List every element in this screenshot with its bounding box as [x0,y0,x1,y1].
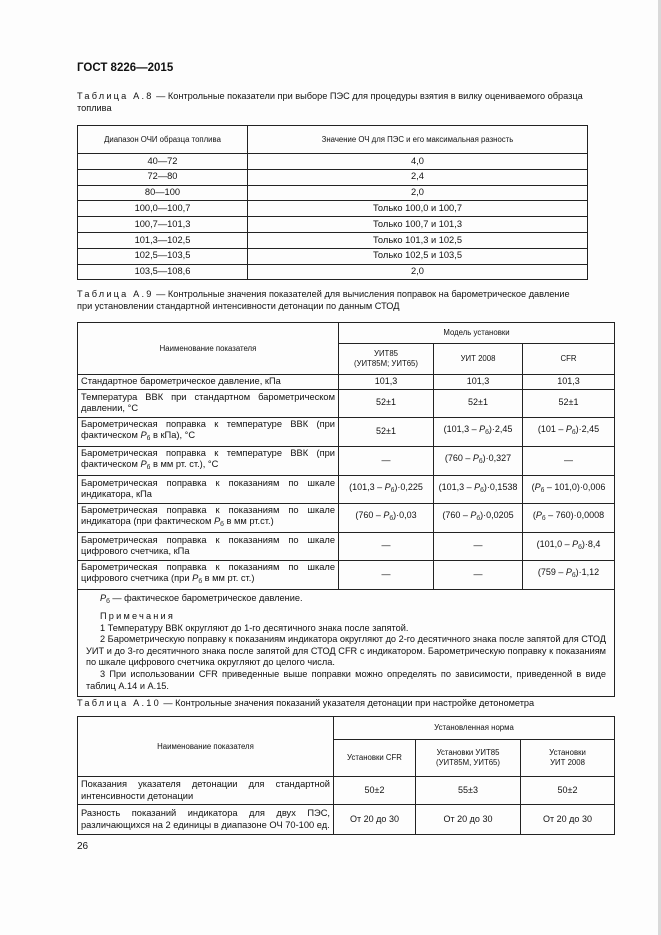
row-label [78,503,339,532]
label-text: в мм рт. ст.) [202,573,255,583]
value-cell [523,475,615,503]
formula-part: (101,3 – [443,424,480,435]
formula-part: )·1,12 [575,567,600,578]
pb-subscript: б [485,429,489,437]
table-a9 [77,322,615,697]
range-cell: 101,3—102,5 [78,232,248,248]
table-header-row [78,126,588,154]
formula-part: )·8,4 [581,538,601,549]
value-cell: 50±2 [521,777,615,805]
formula-part: )·2,45 [488,424,513,435]
table-a10 [77,716,615,835]
pb-subscript: б [571,429,576,437]
table-notes [78,589,615,697]
formula-part: )·0,225 [394,481,423,492]
table-row [78,389,615,417]
range-cell: 102,5—103,5 [78,248,248,264]
pb-symbol: P [140,459,147,469]
formula-part: )·0,0205 [480,510,514,521]
table-row [78,560,615,589]
pb-symbol: P [100,592,107,603]
value-cell [523,532,615,560]
column-header-uit85 [416,740,521,777]
range-cell: 72—80 [78,169,248,185]
value-cell [339,503,434,532]
table-footnote-row [78,589,615,697]
value-cell: 4,0 [248,154,588,170]
formula-part: (101 – [537,424,566,435]
value-cell: 101,3 [434,375,523,390]
value-cell [434,417,523,446]
table-row [78,475,615,503]
param-header: Наименование показателя [78,717,334,777]
value-cell: Только 100,7 и 101,3 [248,217,588,233]
value-cell: От 20 до 30 [521,805,615,835]
pb-symbol: P [572,538,579,549]
column-header-uit2008: УИТ 2008 [434,344,523,375]
pb-subscript: б [106,597,110,605]
pb-subscript: б [571,572,576,580]
value-cell: 52±1 [339,389,434,417]
table-header-row [78,717,615,740]
note: 1 Температуру ВВК округляют до 1-го десятичного знака после запятой. [100,622,409,633]
caption-text: — Контрольные значения показателей для вычисления поправок на барометрическое давление при установлении стандартной интенсивности детонации по данным СТОД [77,289,570,311]
table-row [78,375,615,390]
value-cell: От 20 до 30 [416,805,521,835]
pb-symbol: P [565,567,572,578]
formula-part: ( [531,481,535,492]
value-cell: Только 100,0 и 100,7 [248,201,588,217]
value-cell: — [339,446,434,475]
range-cell: 80—100 [78,185,248,201]
table-header-row [78,323,615,344]
value-cell: 2,4 [248,169,588,185]
pb-subscript: б [220,521,224,528]
value-cell: 52±1 [523,389,615,417]
table-row [78,248,588,264]
value-cell: Только 101,3 и 102,5 [248,232,588,248]
range-cell: 100,0—100,7 [78,201,248,217]
row-label [78,560,339,589]
pb-symbol: P [534,481,541,492]
column-header: Диапазон ОЧИ образца топлива [78,126,248,154]
column-header-uit85 [339,344,434,375]
label-text: в кПа), °С [150,430,196,440]
table-row [78,232,588,248]
formula-part: – 760)·0,0008 [545,510,605,521]
pb-subscript: б [390,486,395,494]
pb-symbol: P [384,481,391,492]
formula-part: (759 – [537,567,566,578]
table-row [78,503,615,532]
pb-symbol: P [192,573,199,583]
pb-subscript: б [578,543,582,551]
table-a8 [77,125,588,280]
table-row [78,532,615,560]
value-cell [523,417,615,446]
header-line: (УИТ85М, УИТ65) [435,758,500,767]
formula-part: )·0,327 [482,453,512,464]
table-a8-caption [77,90,587,114]
label-text: Барометрическая поправка к температуре ВВК (при фактическом [81,418,335,440]
row-label [78,417,339,446]
value-cell [434,475,523,503]
header-line: УИТ 2008 [550,758,585,767]
table-row [78,201,588,217]
value-cell: 2,0 [248,264,588,280]
label-text: Барометрическая поправка к температуре ВВК (при фактическом [81,447,335,469]
pb-symbol: P [470,510,477,521]
row-label: Разность показаний индикатора для двух ПЭС, различающихся на 2 единицы в диапазоне ОЧ 70-100 ед. [78,805,334,835]
value-cell: 55±3 [416,777,521,805]
formula-part: ( [532,510,536,521]
caption-label: Таблица А.10 [77,698,161,708]
row-label: Показания указателя детонации для стандартной интенсивности детонации [78,777,334,805]
page-number: 26 [77,841,89,852]
column-header-cfr: CFR [523,344,615,375]
header-line: УИТ85 [374,349,398,358]
value-cell [523,503,615,532]
pb-subscript: б [146,435,151,442]
value-cell: — [339,560,434,589]
pb-subscript: б [478,458,483,466]
value-cell: 2,0 [248,185,588,201]
pb-subscript: б [198,578,203,585]
note: 2 Барометрическую поправку к показаниям индикатора округляют до 2-го десятичного знака после запятой для СТОД УИТ и до 3-го десятичного знака после запятой для СТОД CFR с индикатором. Барометрическую поправку к показаниям по шкале цифрового счетчика округляют до целого числа. [86,634,606,668]
table-a9-caption [77,288,587,312]
pb-symbol: P [565,424,572,435]
pb-subscript: б [480,486,484,494]
value-cell: 52±1 [339,417,434,446]
pb-symbol: P [383,510,390,521]
value-cell: — [523,446,615,475]
range-cell: 40—72 [78,154,248,170]
table-row [78,805,615,835]
row-label: Стандартное барометрическое давление, кПа [78,375,339,390]
table-row [78,217,588,233]
formula-part: )·0,03 [393,510,417,521]
value-cell [523,560,615,589]
pb-symbol: P [474,481,481,492]
header-line: Установки УИТ85 [436,748,500,757]
table-row [78,154,588,170]
label-text: Барометрическая поправка к показаниям по шкале цифрового счетчика (при [81,561,335,583]
footnote [86,593,606,608]
value-cell: — [434,560,523,589]
pb-symbol: P [479,424,486,435]
formula-part: (760 – [444,453,473,464]
pb-symbol: P [472,453,479,464]
model-header: Модель установки [339,323,615,344]
document-header: ГОСТ 8226—2015 [77,62,174,74]
formula-part: (101,0 – [536,538,573,549]
value-cell: 101,3 [339,375,434,390]
header-line: Установки [549,748,586,757]
caption-text: — Контрольные значения показаний указателя детонации при настройке детонометра [160,698,535,708]
notes-heading: Примечания [100,611,176,622]
column-header: Значение ОЧ для ПЭС и его максимальная разность [248,126,588,154]
value-cell: 52±1 [434,389,523,417]
norm-header: Установленная норма [334,717,615,740]
formula-part: – 101,0)·0,006 [544,481,606,492]
range-cell: 100,7—101,3 [78,217,248,233]
column-header-uit2008 [521,740,615,777]
pb-subscript: б [389,515,394,523]
pb-symbol: P [140,430,147,440]
label-text: в мм рт.ст.) [223,516,274,526]
table-row [78,446,615,475]
pb-subscript: б [541,515,546,523]
table-row [78,185,588,201]
range-cell: 103,5—108,6 [78,264,248,280]
value-cell: 101,3 [523,375,615,390]
param-header: Наименование показателя [78,323,339,375]
value-cell: Только 102,5 и 103,5 [248,248,588,264]
pb-symbol: P [213,516,221,526]
note: 3 При использовании CFR приведенные выше поправки можно определять по зависимости, приведенной в виде таблиц А.14 и А.15. [86,669,606,691]
value-cell: — [339,532,434,560]
row-label: Барометрическая поправка к показаниям по шкале индикатора, кПа [78,475,339,503]
formula-part: (760 – [442,510,471,521]
header-line: (УИТ85М; УИТ65) [353,359,418,368]
value-cell [434,503,523,532]
table-a10-caption [77,697,614,709]
value-cell: — [434,532,523,560]
caption-text: — Контрольные показатели при выборе ПЭС для процедуры взятия в вилку оцениваемого образца топлива [77,91,583,113]
formula-part: (101,3 – [438,481,475,492]
value-cell: От 20 до 30 [334,805,416,835]
caption-label: Таблица А.9 [77,289,154,299]
table-row [78,264,588,280]
formula-part: (101,3 – [349,481,385,492]
value-cell: 50±2 [334,777,416,805]
label-text: Барометрическая поправка к показаниям по шкале индикатора (при фактическом [81,504,335,526]
pb-subscript: б [540,486,545,494]
pb-subscript: б [476,515,481,523]
formula-part: )·2,45 [575,424,600,435]
caption-label: Таблица А.8 [77,91,154,101]
value-cell [339,475,434,503]
footnote-text: — фактическое барометрическое давление. [109,592,303,603]
value-cell [434,446,523,475]
pb-subscript: б [146,464,151,471]
table-row [78,777,615,805]
column-header-cfr: Установки CFR [334,740,416,777]
row-label [78,446,339,475]
table-row [78,169,588,185]
row-label: Барометрическая поправка к показаниям по шкале цифрового счетчика, кПа [78,532,339,560]
label-text: в мм рт. ст.), °С [150,459,219,469]
row-label: Температура ВВК при стандартном барометрическом давлении, °С [78,389,339,417]
pb-symbol: P [535,510,542,521]
formula-part: )·0,1538 [483,481,518,492]
formula-part: (760 – [355,510,384,521]
table-row [78,417,615,446]
